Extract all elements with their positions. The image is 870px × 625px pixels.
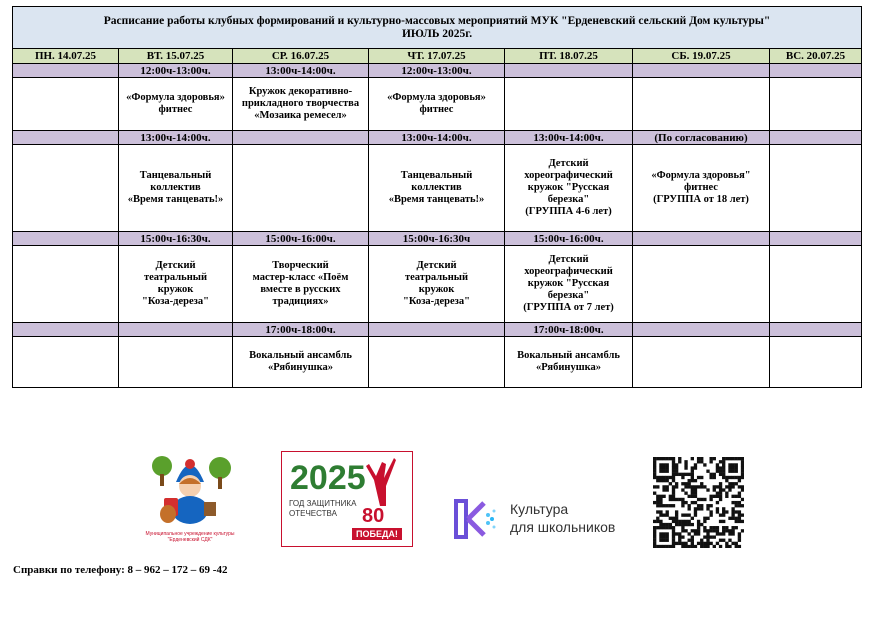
event-cell: Танцевальный коллектив «Время танцевать!»: [119, 145, 233, 232]
year-subtitle-2: ОТЕЧЕСТВА: [289, 509, 337, 518]
event-cell: [770, 145, 862, 232]
motherland-statue-icon: [360, 456, 400, 506]
time-cell: [13, 323, 119, 337]
event-cell: Детский хореографический кружок "Русская березка" (ГРУППА 4-6 лет): [505, 145, 633, 232]
phone-info: Справки по телефону: 8 – 962 – 172 – 69 -42: [13, 564, 228, 576]
time-cell: [633, 64, 770, 78]
year-subtitle-1: ГОД ЗАЩИТНИКА: [289, 499, 357, 508]
time-row: [13, 64, 862, 78]
event-cell: Детский хореографический кружок "Русская березка" (ГРУППА от 7 лет): [505, 246, 633, 323]
sdk-logo-text: Муниципальное учреждение культуры "Ерденевский СДК": [145, 531, 235, 543]
event-cell: Творческий мастер-класс «Поём вместе в русских традициях»: [233, 246, 369, 323]
time-cell: [633, 232, 770, 246]
schedule-table: [12, 6, 862, 388]
event-cell: [633, 246, 770, 323]
day-header: ВС. 20.07.25: [770, 49, 862, 64]
day-header: ЧТ. 17.07.25: [369, 49, 505, 64]
event-cell: [13, 337, 119, 388]
event-row: [13, 246, 862, 323]
kultura-subtitle: для школьников: [510, 519, 616, 535]
time-row: [13, 131, 862, 145]
event-cell: Кружок декоративно- прикладного творчества «Мозаика ремесел»: [233, 78, 369, 131]
qr-code-icon: [653, 457, 744, 548]
event-row: [13, 145, 862, 232]
time-cell: 15:00ч-16:00ч.: [505, 232, 633, 246]
event-cell: «Формула здоровья" фитнес (ГРУППА от 18 лет): [633, 145, 770, 232]
time-row: [13, 232, 862, 246]
time-cell: 15:00ч-16:00ч.: [233, 232, 369, 246]
event-cell: [13, 78, 119, 131]
time-cell: [13, 232, 119, 246]
event-cell: Детский театральный кружок "Коза-дереза": [119, 246, 233, 323]
event-row: [13, 78, 862, 131]
event-cell: «Формула здоровья» фитнес: [119, 78, 233, 131]
time-cell: [633, 323, 770, 337]
time-cell: [13, 131, 119, 145]
event-cell: [770, 78, 862, 131]
day-header: ПТ. 18.07.25: [505, 49, 633, 64]
time-cell: [13, 64, 119, 78]
event-cell: [633, 78, 770, 131]
year-number: 2025: [290, 459, 366, 497]
event-cell: Вокальный ансамбль «Рябинушка»: [505, 337, 633, 388]
time-cell: 13:00ч-14:00ч.: [233, 64, 369, 78]
event-cell: «Формула здоровья» фитнес: [369, 78, 505, 131]
event-cell: [770, 337, 862, 388]
time-cell: 15:00ч-16:30ч.: [119, 232, 233, 246]
event-cell: Детский театральный кружок "Коза-дереза": [369, 246, 505, 323]
year-of-defender-logo: [281, 451, 413, 547]
days-row: [13, 49, 862, 64]
time-cell: 17:00ч-18:00ч.: [233, 323, 369, 337]
time-cell: 13:00ч-14:00ч.: [505, 131, 633, 145]
time-cell: [770, 323, 862, 337]
day-header: ВТ. 15.07.25: [119, 49, 233, 64]
time-cell: [770, 64, 862, 78]
title-line-1: Расписание работы клубных формирований и культурно-массовых мероприятий МУК "Ерденевский сельский Дом культуры": [103, 14, 771, 27]
event-cell: Вокальный ансамбль «Рябинушка»: [233, 337, 369, 388]
sdk-logo: [140, 448, 240, 543]
event-row: [13, 337, 862, 388]
time-cell: 13:00ч-14:00ч.: [119, 131, 233, 145]
time-cell: 13:00ч-14:00ч.: [369, 131, 505, 145]
time-cell: [770, 232, 862, 246]
time-cell: [369, 323, 505, 337]
event-cell: [233, 145, 369, 232]
title-line-2: ИЮЛЬ 2025г.: [401, 27, 473, 40]
day-header: СБ. 19.07.25: [633, 49, 770, 64]
time-cell: 17:00ч-18:00ч.: [505, 323, 633, 337]
event-cell: [505, 78, 633, 131]
event-cell: [119, 337, 233, 388]
event-cell: [633, 337, 770, 388]
event-cell: [770, 246, 862, 323]
schedule-title: [13, 7, 862, 49]
time-cell: [233, 131, 369, 145]
event-cell: [13, 145, 119, 232]
day-header: СР. 16.07.25: [233, 49, 369, 64]
time-cell: [505, 64, 633, 78]
kultura-k-icon: [452, 497, 498, 541]
pobeda-number: 80: [362, 505, 385, 527]
event-cell: Танцевальный коллектив «Время танцевать!»: [369, 145, 505, 232]
time-row: [13, 323, 862, 337]
event-cell: [369, 337, 505, 388]
day-header: ПН. 14.07.25: [13, 49, 119, 64]
kultura-title: Культура: [510, 501, 569, 517]
time-cell: [770, 131, 862, 145]
kultura-logo: [452, 497, 642, 541]
time-cell: (По согласованию): [633, 131, 770, 145]
time-cell: 15:00ч-16:30ч: [369, 232, 505, 246]
time-cell: 12:00ч-13:00ч.: [369, 64, 505, 78]
matryoshka-icon: [140, 448, 240, 526]
time-cell: [119, 323, 233, 337]
time-cell: 12:00ч-13:00ч.: [119, 64, 233, 78]
pobeda-badge: ПОБЕДА!: [352, 528, 402, 540]
event-cell: [13, 246, 119, 323]
